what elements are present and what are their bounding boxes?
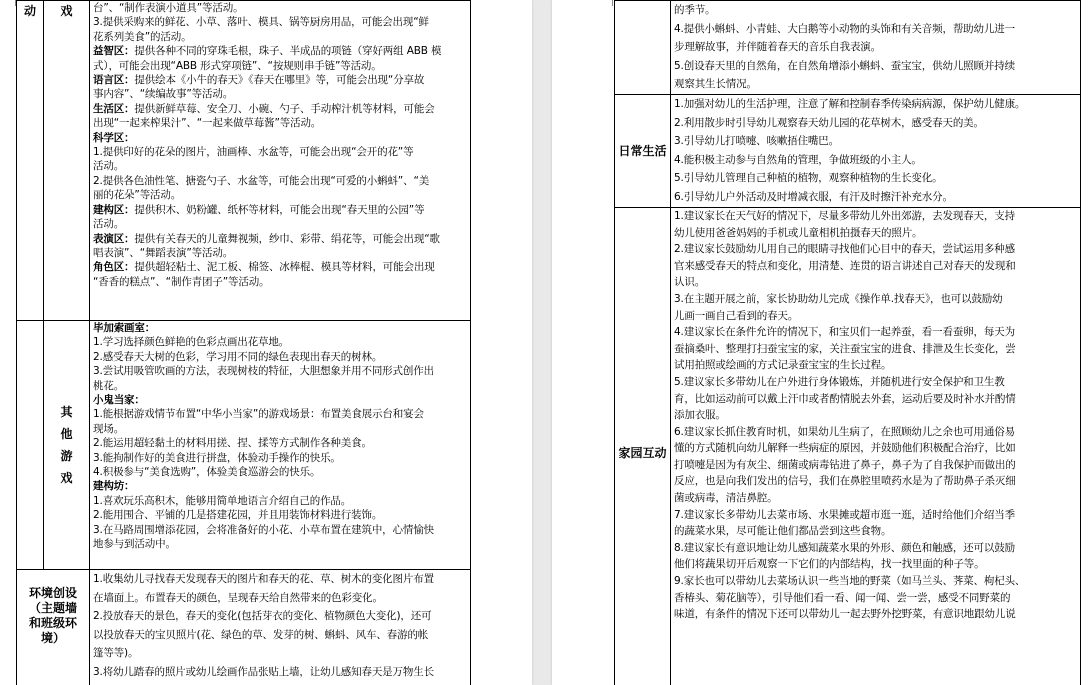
text-line bbox=[674, 241, 1077, 258]
line-text: 提供积木、奶粉罐、纸杯等材料，可能会出现“春天里的公园”等 bbox=[134, 203, 425, 216]
line-text: 提供绘本《小牛的春天》《春天在哪里》等，可能会出现“分享故 bbox=[134, 74, 425, 87]
text-line bbox=[93, 626, 467, 645]
line-text: 菌或病毒，清洁鼻腔。 bbox=[674, 492, 778, 505]
text-line bbox=[93, 364, 467, 378]
label-text: 家园互动 bbox=[618, 445, 667, 460]
section-heading: 科学区： bbox=[93, 131, 135, 144]
label-char: 其 bbox=[60, 405, 73, 419]
section-heading: 益智区： bbox=[93, 45, 135, 58]
line-text: 3.在马路周围增添花园，会将准备好的小花、小草布置在建筑中，心情愉快 bbox=[93, 523, 434, 536]
line-text: 现场。 bbox=[93, 422, 125, 435]
text-line bbox=[674, 1, 1077, 20]
line-text: 2.提供各色油性笔、搪瓷勺子、水盆等，可能会出现“可爱的小蝌蚪”、“美 bbox=[93, 174, 430, 187]
section-heading: 建构坊： bbox=[93, 480, 135, 493]
area-games-content bbox=[90, 1, 471, 321]
text-line bbox=[674, 357, 1077, 374]
text-line bbox=[93, 523, 467, 537]
line-text: 出现“一起来榨果汁”、“一起来做草莓酱”等活动。 bbox=[93, 117, 322, 130]
line-text: 儿画一画自己看到的春天。 bbox=[674, 309, 799, 322]
line-text: 6.建议家长抓住教育时机，如果幼儿生病了，在照顾幼儿之余也可用通俗易 bbox=[674, 425, 1015, 438]
text-line bbox=[674, 324, 1077, 341]
text-line bbox=[93, 30, 467, 44]
line-text: 3.提供采购来的鲜花、小草、落叶、模具、锅等厨房用品，可能会出现“鲜 bbox=[93, 16, 429, 29]
text-line bbox=[674, 440, 1077, 457]
line-text: 步理解故事，并伴随着春天的音乐自我表演。 bbox=[674, 41, 881, 54]
line-text: 5.引导幼儿管理自己种植的植物，观察种植物的生长变化。 bbox=[674, 172, 943, 185]
text-line bbox=[93, 508, 467, 522]
line-text: 5.创设春天里的自然角，在自然角增添小蝌蚪、蚕宝宝，供幼儿照顾并持续 bbox=[674, 59, 1015, 72]
text-line bbox=[93, 145, 467, 159]
line-text: 篷等等)。 bbox=[93, 647, 139, 660]
empty-cell bbox=[17, 321, 44, 570]
text-line bbox=[93, 188, 467, 202]
row-environment-cont bbox=[615, 1, 1081, 95]
line-text: 4.建议家长在条件允许的情况下，和宝贝们一起养蚕，看一看蚕卵，每天为 bbox=[674, 326, 1015, 339]
text-line bbox=[674, 374, 1077, 391]
text-line bbox=[674, 556, 1077, 573]
environment-label bbox=[17, 570, 90, 685]
text-line bbox=[93, 589, 467, 608]
label-text: 日常生活 bbox=[618, 144, 667, 159]
text-line bbox=[674, 274, 1077, 291]
line-text: 提供新鲜草莓、安全刀、小碗、勺子、手动榨汁机等材料，可能会 bbox=[134, 102, 435, 115]
text-line bbox=[674, 606, 1077, 623]
line-text: 地参与到活动中。 bbox=[93, 538, 176, 551]
text-line bbox=[674, 523, 1077, 540]
text-line bbox=[93, 87, 467, 101]
line-text: 1.能根据游戏情节布置“中华小当家”的游戏场景：布置美食展示台和宴会 bbox=[93, 408, 424, 421]
text-line bbox=[674, 391, 1077, 408]
line-text: 3.尝试用吸管吹画的方法，表现树枝的特征，大胆想象并用不同形式创作出 bbox=[93, 365, 434, 378]
line-text: 4.积极参与“美食选购”，体验美食巡游会的快乐。 bbox=[93, 466, 321, 479]
line-text: 活动。 bbox=[93, 218, 125, 231]
text-line bbox=[93, 59, 467, 73]
home-school-content bbox=[671, 207, 1081, 685]
text-line bbox=[93, 203, 467, 217]
line-text: 3.引导幼儿打喷嚏、咳嗽捂住嘴巴。 bbox=[674, 135, 839, 148]
line-text: 1.提供印好的花朵的图片，油画棒、水盆等，可能会出现“会开的花”等 bbox=[93, 146, 414, 159]
text-line bbox=[93, 379, 467, 393]
text-line bbox=[93, 1, 467, 15]
text-line bbox=[674, 188, 1077, 207]
line-text: 观察其生长情况。 bbox=[674, 78, 757, 91]
section-heading: 小鬼当家： bbox=[93, 394, 145, 407]
line-text: 台”、“制作表演小道具”等活动。 bbox=[93, 2, 244, 14]
text-line bbox=[674, 258, 1077, 275]
category-cell bbox=[17, 1, 44, 321]
row-environment bbox=[17, 570, 471, 685]
section-heading: 角色区： bbox=[93, 261, 135, 274]
text-line bbox=[93, 131, 467, 145]
line-text: 活动。 bbox=[93, 160, 125, 173]
text-line bbox=[93, 174, 467, 188]
environment-content-cont bbox=[671, 1, 1081, 95]
line-text: 官来感受春天的特点和变化，用清楚、连贯的语言讲述自己对春天的发现和 bbox=[674, 259, 1016, 272]
line-text: 在墙面上。布置春天的颜色，呈现春天给自然带来的色彩变化。 bbox=[93, 591, 383, 604]
text-line bbox=[93, 232, 467, 246]
line-text: 2.感受春天大树的色彩，学习用不同的绿色表现出春天的树林。 bbox=[93, 350, 383, 363]
label-line: （主题墙 bbox=[28, 601, 77, 615]
line-text: 5.建议家长多带幼儿在户外进行身体锻炼，并随机进行安全保护和卫生教 bbox=[674, 375, 1005, 388]
line-text: 4.提供小蝌蚪、小青蛙、大白鹅等小动物的头饰和有关音频，帮助幼儿进一 bbox=[674, 22, 1015, 35]
line-text: 反应，也是向我们发出的信号，我们在鼻腔里喷药水是为了帮助鼻子杀灭细 bbox=[674, 475, 1016, 488]
section-heading: 毕加索画室： bbox=[93, 322, 156, 334]
line-text: 1.喜欢玩乐高积木，能够用简单地语言介绍自己的作品。 bbox=[93, 494, 352, 507]
line-text: 的季节。 bbox=[674, 4, 716, 16]
section-heading: 表演区： bbox=[93, 232, 135, 245]
other-games-label bbox=[44, 321, 90, 570]
text-line bbox=[674, 225, 1077, 242]
line-text: 2.投放春天的景色，春天的变化(包括芽衣的变化、植物颜色大变化)，还可 bbox=[93, 610, 432, 623]
label-line: 和班级环 bbox=[28, 616, 77, 630]
home-school-label bbox=[615, 207, 671, 685]
text-line bbox=[93, 350, 467, 364]
category-char: 戏 bbox=[60, 4, 73, 18]
line-text: 8.建议家长有意识地让幼儿感知蔬菜水果的外形、颜色和触感，还可以鼓励 bbox=[674, 541, 1015, 554]
text-line bbox=[93, 73, 467, 87]
text-line bbox=[674, 20, 1077, 39]
text-line bbox=[674, 590, 1077, 607]
line-text: 的蔬菜水果，尽可能让他们都品尝到这些食物。 bbox=[674, 525, 892, 538]
line-text: 1.建议家长在天气好的情况下，尽量多带幼儿外出郊游，去发现春天，支持 bbox=[674, 209, 1015, 222]
category-cell bbox=[44, 1, 90, 321]
document-page-left bbox=[0, 0, 532, 685]
text-line bbox=[674, 114, 1077, 133]
line-text: 添加衣服。 bbox=[674, 409, 726, 422]
line-text: 7.建议家长多带幼儿去菜市场、水果摊或超市逛一逛，适时给他们介绍当季 bbox=[674, 508, 1015, 521]
text-line bbox=[93, 321, 467, 335]
line-text: 蚕摘桑叶、整理打扫蚕宝宝的家，关注蚕宝宝的进食、排泄及生长变化，尝 bbox=[674, 342, 1016, 355]
text-line bbox=[93, 15, 467, 29]
line-text: 9.家长也可以带幼儿去菜场认识一些当地的野菜（如马兰头、荠菜、枸杞头、 bbox=[674, 575, 1026, 588]
text-line bbox=[674, 308, 1077, 325]
text-line bbox=[93, 494, 467, 508]
text-line bbox=[674, 132, 1077, 151]
text-line bbox=[674, 473, 1077, 490]
text-line bbox=[93, 407, 467, 421]
line-text: 以投放春天的宝贝照片(花、绿色的草、发芽的树、蝌蚪、风车、春游的帐 bbox=[93, 628, 429, 641]
text-line bbox=[674, 540, 1077, 557]
line-text: 认识。 bbox=[674, 276, 706, 289]
text-line bbox=[93, 644, 467, 663]
daily-life-label bbox=[615, 94, 671, 207]
row-home-school bbox=[615, 207, 1081, 685]
section-heading: 建构区： bbox=[93, 203, 135, 216]
label-char: 戏 bbox=[60, 471, 73, 485]
line-text: 花系列美食”的活动。 bbox=[93, 30, 192, 43]
line-text: 提供超轻粘土、泥工板、棉签、冰棒棍、模具等材料，可能会出现 bbox=[134, 261, 435, 274]
line-text: 4.能积极主动参与自然角的管理，争做班级的小主人。 bbox=[674, 153, 922, 166]
line-text: 1.加强对幼儿的生活护理，注意了解和控制春季传染病病源，保护幼儿健康。 bbox=[674, 97, 1026, 110]
empty-cell bbox=[615, 1, 671, 95]
document-page-right bbox=[552, 0, 1090, 685]
line-text: 打喷嚏是因为有灰尘、细菌或病毒钻进了鼻子，鼻子为了自我保护而做出的 bbox=[674, 458, 1016, 471]
text-line bbox=[93, 436, 467, 450]
text-line bbox=[93, 246, 467, 260]
line-text: 香椿头、菊花脑等），引导他们看一看、闻一闻、尝一尝，感受不同野菜的 bbox=[674, 591, 1011, 604]
line-text: 3.将幼儿踏春的照片或幼儿绘画作品张贴上墙，让幼儿感知春天是万物生长 bbox=[93, 665, 434, 678]
daily-life-content bbox=[671, 94, 1081, 207]
text-line bbox=[93, 275, 467, 289]
text-line bbox=[674, 407, 1077, 424]
text-line bbox=[93, 44, 467, 58]
line-text: 提供有关春天的儿童舞视频，纱巾、彩带、绢花等，可能会出现“歌 bbox=[134, 232, 440, 245]
text-line bbox=[93, 422, 467, 436]
line-text: 1.收集幼儿寻找春天发现春天的图片和春天的花、草、树木的变化图片布置 bbox=[93, 573, 434, 585]
text-line bbox=[93, 217, 467, 231]
row-other-games bbox=[17, 321, 471, 570]
line-text: 提供各种不同的穿珠毛根，珠子、半成品的项链（穿好两组 ABB 模 bbox=[134, 45, 442, 58]
line-text: 试用拍照或绘画的方式记录蚕宝宝的生长过程。 bbox=[674, 359, 892, 372]
text-line bbox=[674, 151, 1077, 170]
text-line bbox=[674, 507, 1077, 524]
text-line bbox=[93, 260, 467, 274]
line-text: 2.能用围合、平铺的几是搭建花园，并且用装饰材料进行装饰。 bbox=[93, 509, 383, 522]
text-line bbox=[93, 570, 467, 589]
text-line bbox=[93, 102, 467, 116]
text-line bbox=[674, 57, 1077, 76]
text-line bbox=[93, 607, 467, 626]
text-line bbox=[674, 573, 1077, 590]
line-text: 桃花。 bbox=[93, 379, 125, 392]
line-text: 2.利用散步时引导幼儿观察春天幼儿园的花草树木，感受春天的美。 bbox=[674, 116, 984, 129]
text-line bbox=[674, 457, 1077, 474]
line-text: 2.建议家长鼓励幼儿用自己的眼睛寻找他们心目中的春天，尝试运用多种感 bbox=[674, 243, 1015, 256]
label-char: 游 bbox=[60, 449, 73, 463]
label-line: 环境创设 bbox=[28, 586, 77, 600]
label-char: 他 bbox=[60, 427, 73, 441]
text-line bbox=[674, 341, 1077, 358]
text-line bbox=[674, 169, 1077, 188]
text-line bbox=[674, 38, 1077, 57]
line-text: 3.在主题开展之前，家长协助幼儿完成《操作单.找春天》，也可以鼓励幼 bbox=[674, 292, 1003, 305]
line-text: 味道，有条件的情况下还可以带幼儿一起去野外挖野菜，有意识地跟幼儿说 bbox=[674, 608, 1016, 621]
text-line bbox=[93, 663, 467, 682]
plan-table-left bbox=[16, 0, 471, 685]
text-line bbox=[674, 490, 1077, 507]
line-text: 丽的花朵”等活动。 bbox=[93, 189, 182, 202]
line-text: 式），可能会出现“ABB 形式穿项链”、“按规则串手链”等活动。 bbox=[93, 59, 382, 72]
line-text: 1.学习选择颜色鲜艳的色彩点画出花草地。 bbox=[93, 336, 290, 349]
line-text: “香香的糕点”、“制作青团子”等活动。 bbox=[93, 275, 270, 288]
row-area-games bbox=[17, 1, 471, 321]
section-heading: 语言区： bbox=[93, 74, 135, 87]
line-text: 2.能运用超轻黏土的材料用搓、捏、揉等方式制作各种美食。 bbox=[93, 437, 372, 450]
category-char: 动 bbox=[23, 4, 36, 18]
row-daily-life bbox=[615, 94, 1081, 207]
page-corner-mark bbox=[612, 0, 613, 6]
text-line bbox=[93, 537, 467, 551]
text-line bbox=[93, 451, 467, 465]
text-line bbox=[674, 424, 1077, 441]
text-line bbox=[674, 291, 1077, 308]
text-line bbox=[674, 208, 1077, 225]
text-line bbox=[674, 95, 1077, 114]
line-text: 幼儿使用爸爸妈妈的手机或儿童相机拍摄春天的照片。 bbox=[674, 226, 923, 239]
line-text: 育，比如运动前可以戴上汗巾或者酌情脱去外套，运动后要及时补水并酌情 bbox=[674, 392, 1016, 405]
label-line: 境） bbox=[40, 631, 65, 645]
line-text: 事内容”、“续编故事”等活动。 bbox=[93, 88, 234, 101]
section-heading: 生活区： bbox=[93, 102, 135, 115]
text-line bbox=[93, 465, 467, 479]
line-text: 6.引导幼儿户外活动及时增减衣服，有汗及时擦汗补充水分。 bbox=[674, 190, 953, 203]
line-text: 他们将蔬果切开后观察一下它们的内部结构，找一找里面的种子等。 bbox=[674, 558, 985, 571]
text-line bbox=[93, 159, 467, 173]
text-line bbox=[93, 479, 467, 493]
environment-content bbox=[90, 570, 471, 685]
line-text: 唱表演”、“舞蹈表演”等活动。 bbox=[93, 246, 234, 259]
text-line bbox=[93, 393, 467, 407]
line-text: 3.能拘制作好的美食进行拼盘，体验动手操作的快乐。 bbox=[93, 451, 341, 464]
plan-table-right bbox=[614, 0, 1081, 685]
line-text: 懂的方式随机向幼儿解释一些病症的原因，并鼓励他们积极配合治疗，比如 bbox=[674, 442, 1016, 455]
text-line bbox=[674, 75, 1077, 94]
text-line bbox=[93, 335, 467, 349]
text-line bbox=[93, 116, 467, 130]
other-games-content bbox=[90, 321, 471, 570]
